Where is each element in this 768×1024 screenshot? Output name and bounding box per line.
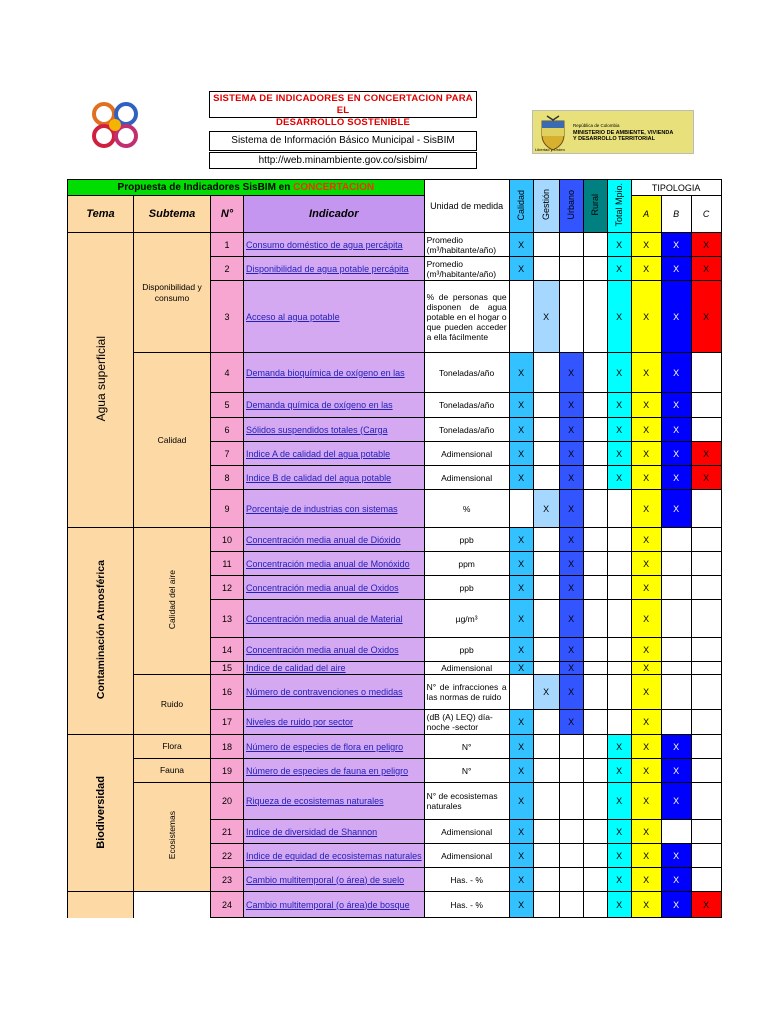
mark-x: X	[631, 892, 661, 918]
mark-x: X	[631, 442, 661, 466]
row-num: 19	[211, 759, 244, 783]
mark-x: X	[559, 442, 583, 466]
mark-x: X	[631, 528, 661, 552]
mark-x: X	[631, 675, 661, 710]
indicator-link[interactable]: Número de especies de fauna en peligro	[244, 759, 425, 783]
col-c: C	[691, 196, 721, 233]
mark-x: X	[661, 868, 691, 892]
mark-x: X	[559, 675, 583, 710]
mark-x: X	[559, 528, 583, 552]
mark-x: X	[661, 281, 691, 353]
col-rural: Rural	[583, 180, 607, 233]
proposal-header: Propuesta de Indicadores SisBIM en CONCERTACION	[68, 180, 425, 196]
row-num: 20	[211, 783, 244, 820]
unit-cell: Adimensional	[424, 442, 509, 466]
mark-x: X	[559, 662, 583, 675]
col-a: A	[631, 196, 661, 233]
mark-x: X	[607, 892, 631, 918]
unit-cell: Promedio (m³/habitante/año)	[424, 257, 509, 281]
indicator-link[interactable]: Niveles de ruido por sector	[244, 710, 425, 735]
mark-x: X	[533, 281, 559, 353]
unit-cell: Promedio (m³/habitante/año)	[424, 233, 509, 257]
col-b: B	[661, 196, 691, 233]
unit-cell: N°	[424, 735, 509, 759]
row-num: 10	[211, 528, 244, 552]
row-num: 8	[211, 466, 244, 490]
unit-cell: N°	[424, 759, 509, 783]
row-num: 14	[211, 638, 244, 662]
sisbim-logo	[90, 100, 140, 150]
mark-x: X	[559, 466, 583, 490]
indicator-link[interactable]: Concentración media anual de Oxidos	[244, 576, 425, 600]
indicator-link[interactable]: Demanda bioquímica de oxígeno en las	[244, 353, 425, 393]
row-num: 16	[211, 675, 244, 710]
mark-x: X	[533, 675, 559, 710]
mark-x: X	[559, 490, 583, 528]
mark-x: X	[607, 281, 631, 353]
row-num: 6	[211, 418, 244, 442]
mark-x: X	[631, 638, 661, 662]
unit-cell: Adimensional	[424, 466, 509, 490]
tema-next	[68, 892, 134, 918]
row-num: 1	[211, 233, 244, 257]
col-gestion: Gestión	[533, 180, 559, 233]
tipologia-header: TIPOLOGIA	[631, 180, 721, 196]
mark-x: X	[691, 892, 721, 918]
col-subtema: Subtema	[134, 196, 211, 233]
unit-cell: ppm	[424, 552, 509, 576]
unit-cell: Toneladas/año	[424, 353, 509, 393]
mark-x: X	[607, 442, 631, 466]
mark-x: X	[559, 576, 583, 600]
mark-x: X	[631, 418, 661, 442]
mark-x: X	[631, 281, 661, 353]
row-num: 4	[211, 353, 244, 393]
mark-x: X	[509, 233, 533, 257]
system-name: Sistema de Información Básico Municipal - SisBIM	[209, 131, 477, 151]
mark-x: X	[509, 662, 533, 675]
mark-x: X	[631, 868, 661, 892]
mark-x: X	[631, 257, 661, 281]
mark-x: X	[691, 281, 721, 353]
unit-cell: Has. - %	[424, 868, 509, 892]
mark-x: X	[661, 490, 691, 528]
mark-x: X	[559, 638, 583, 662]
mark-x: X	[509, 257, 533, 281]
row-num: 15	[211, 662, 244, 675]
row-num: 18	[211, 735, 244, 759]
col-urbano: Urbano	[559, 180, 583, 233]
mark-x: X	[691, 466, 721, 490]
indicator-link[interactable]: Concentración media anual de Oxidos	[244, 638, 425, 662]
indicator-link[interactable]: Concentración media anual de Dióxido	[244, 528, 425, 552]
mark-x: X	[533, 490, 559, 528]
mark-x: X	[661, 442, 691, 466]
mark-x: X	[607, 868, 631, 892]
tema-agua: Agua superficial	[68, 233, 134, 528]
col-indicador: Indicador	[244, 196, 425, 233]
mark-x: X	[607, 820, 631, 844]
indicator-link[interactable]: Indice A de calidad del agua potable	[244, 442, 425, 466]
mark-x: X	[661, 353, 691, 393]
subtema-ecosistemas: Ecosistemas	[134, 783, 211, 892]
mark-x: X	[607, 393, 631, 418]
mark-x: X	[559, 600, 583, 638]
document-title: SISTEMA DE INDICADORES EN CONCERTACION PARA EL DESARROLLO SOSTENIBLE	[209, 91, 477, 118]
mark-x: X	[607, 233, 631, 257]
mark-x: X	[631, 759, 661, 783]
mark-x: X	[509, 576, 533, 600]
row-num: 3	[211, 281, 244, 353]
indicator-link[interactable]: Número de especies de flora en peligro	[244, 735, 425, 759]
mark-x: X	[631, 662, 661, 675]
unit-cell: N° de infracciones a las normas de ruido	[424, 675, 509, 710]
mark-x: X	[607, 759, 631, 783]
row-num: 13	[211, 600, 244, 638]
row-num: 12	[211, 576, 244, 600]
subtema-calidad-aire: Calidad del aire	[134, 528, 211, 675]
unit-cell: N° de ecosistemas naturales	[424, 783, 509, 820]
unit-cell: Adimensional	[424, 820, 509, 844]
mark-x: X	[559, 552, 583, 576]
indicator-link[interactable]: Demanda química de oxígeno en las	[244, 393, 425, 418]
mark-x: X	[509, 892, 533, 918]
unit-cell: µg/m³	[424, 600, 509, 638]
unit-cell: (dB (A) LEQ) día-noche -sector	[424, 710, 509, 735]
indicator-link[interactable]: Riqueza de ecosistemas naturales	[244, 783, 425, 820]
indicator-link[interactable]: Acceso al agua potable	[244, 281, 425, 353]
unit-cell: Adimensional	[424, 844, 509, 868]
mark-x: X	[509, 783, 533, 820]
mark-x: X	[607, 418, 631, 442]
unit-cell: % de personas que disponen de agua potable en el hogar o que pueden acceder a ella fácilmente	[424, 281, 509, 353]
row-num: 7	[211, 442, 244, 466]
indicator-link[interactable]: Disponibilidad de agua potable percápita	[244, 257, 425, 281]
mark-x: X	[509, 528, 533, 552]
mark-x: X	[661, 393, 691, 418]
mark-x: X	[509, 418, 533, 442]
col-unidad: Unidad de medida	[424, 180, 509, 233]
col-total: Total Mpio.	[607, 180, 631, 233]
col-num: N°	[211, 196, 244, 233]
row-num: 22	[211, 844, 244, 868]
mark-x: X	[607, 783, 631, 820]
col-calidad: Calidad	[509, 180, 533, 233]
mark-x: X	[509, 600, 533, 638]
mark-x: X	[509, 820, 533, 844]
mark-x: X	[631, 710, 661, 735]
row-num: 9	[211, 490, 244, 528]
row-num: 11	[211, 552, 244, 576]
ministry-logo: República de Colombia MINISTERIO DE AMBIENTE, VIVIENDA Y DESARROLLO TERRITORIAL Libertad y Orden	[532, 110, 694, 154]
mark-x: X	[509, 710, 533, 735]
subtema-fauna: Fauna	[134, 759, 211, 783]
mark-x: X	[631, 552, 661, 576]
mark-x: X	[509, 393, 533, 418]
mark-x: X	[631, 490, 661, 528]
mark-x: X	[631, 353, 661, 393]
row-num: 21	[211, 820, 244, 844]
mark-x: X	[607, 466, 631, 490]
mark-x: X	[661, 466, 691, 490]
indicator-link[interactable]: Número de contravenciones o medidas	[244, 675, 425, 710]
unit-cell: ppb	[424, 528, 509, 552]
system-url: http://web.minambiente.gov.co/sisbim/	[209, 152, 477, 169]
row-num: 2	[211, 257, 244, 281]
unit-cell: %	[424, 490, 509, 528]
mark-x: X	[661, 759, 691, 783]
unit-cell: Toneladas/año	[424, 393, 509, 418]
mark-x: X	[631, 783, 661, 820]
mark-x: X	[631, 233, 661, 257]
mark-x: X	[509, 868, 533, 892]
mark-x: X	[631, 735, 661, 759]
row-num: 24	[211, 892, 244, 918]
indicator-link[interactable]: Concentración media anual de Material	[244, 600, 425, 638]
mark-x: X	[661, 418, 691, 442]
mark-x: X	[509, 552, 533, 576]
mark-x: X	[661, 892, 691, 918]
indicators-table	[67, 179, 722, 918]
mark-x: X	[607, 353, 631, 393]
mark-x: X	[509, 735, 533, 759]
subtema-ruido: Ruido	[134, 675, 211, 735]
mark-x: X	[631, 576, 661, 600]
indicator-link[interactable]: Indice de equidad de ecosistemas naturales	[244, 844, 425, 868]
unit-cell: ppb	[424, 638, 509, 662]
indicator-link[interactable]: Indice B de calidad del agua potable	[244, 466, 425, 490]
mark-x: X	[559, 353, 583, 393]
subtema-calidad: Calidad	[134, 353, 211, 528]
row-num: 17	[211, 710, 244, 735]
unit-cell: ppb	[424, 576, 509, 600]
mark-x: X	[661, 844, 691, 868]
mark-x: X	[691, 257, 721, 281]
mark-x: X	[509, 442, 533, 466]
indicator-link[interactable]: Cambio multitemporal (o área) de suelo	[244, 868, 425, 892]
mark-x: X	[607, 844, 631, 868]
mark-x: X	[631, 466, 661, 490]
mark-x: X	[631, 820, 661, 844]
indicator-link[interactable]: Porcentaje de industrias con sistemas	[244, 490, 425, 528]
mark-x: X	[631, 844, 661, 868]
mark-x: X	[509, 759, 533, 783]
mark-x: X	[661, 257, 691, 281]
mark-x: X	[691, 442, 721, 466]
subtema-next	[134, 892, 211, 918]
mark-x: X	[661, 783, 691, 820]
tema-biodiversidad: Biodiversidad	[68, 735, 134, 892]
mark-x: X	[559, 710, 583, 735]
indicator-link[interactable]: Concentración media anual de Monóxido	[244, 552, 425, 576]
mark-x: X	[607, 735, 631, 759]
mark-x: X	[559, 418, 583, 442]
mark-x: X	[661, 233, 691, 257]
subtema-disponibilidad: Disponibilidad y consumo	[134, 233, 211, 353]
mark-x: X	[509, 844, 533, 868]
mark-x: X	[631, 393, 661, 418]
mark-x: X	[509, 638, 533, 662]
mark-x: X	[691, 233, 721, 257]
mark-x: X	[607, 257, 631, 281]
mark-x: X	[559, 393, 583, 418]
row-num: 23	[211, 868, 244, 892]
indicator-link[interactable]: Consumo doméstico de agua percápita	[244, 233, 425, 257]
mark-x: X	[661, 735, 691, 759]
indicator-link[interactable]: Indice de diversidad de Shannon	[244, 820, 425, 844]
indicator-link[interactable]: Sólidos suspendidos totales (Carga	[244, 418, 425, 442]
indicator-link[interactable]: Indice de calidad del aire	[244, 662, 425, 675]
unit-cell: Toneladas/año	[424, 418, 509, 442]
col-tema: Tema	[68, 196, 134, 233]
row-num: 5	[211, 393, 244, 418]
tema-aire: Contaminación Atmosférica	[68, 528, 134, 735]
unit-cell: Has. - %	[424, 892, 509, 918]
mark-x: X	[631, 600, 661, 638]
unit-cell: Adimensional	[424, 662, 509, 675]
subtema-flora: Flora	[134, 735, 211, 759]
mark-x: X	[509, 466, 533, 490]
mark-x: X	[509, 353, 533, 393]
indicator-link[interactable]: Cambio multitemporal (o área)de bosque	[244, 892, 425, 918]
